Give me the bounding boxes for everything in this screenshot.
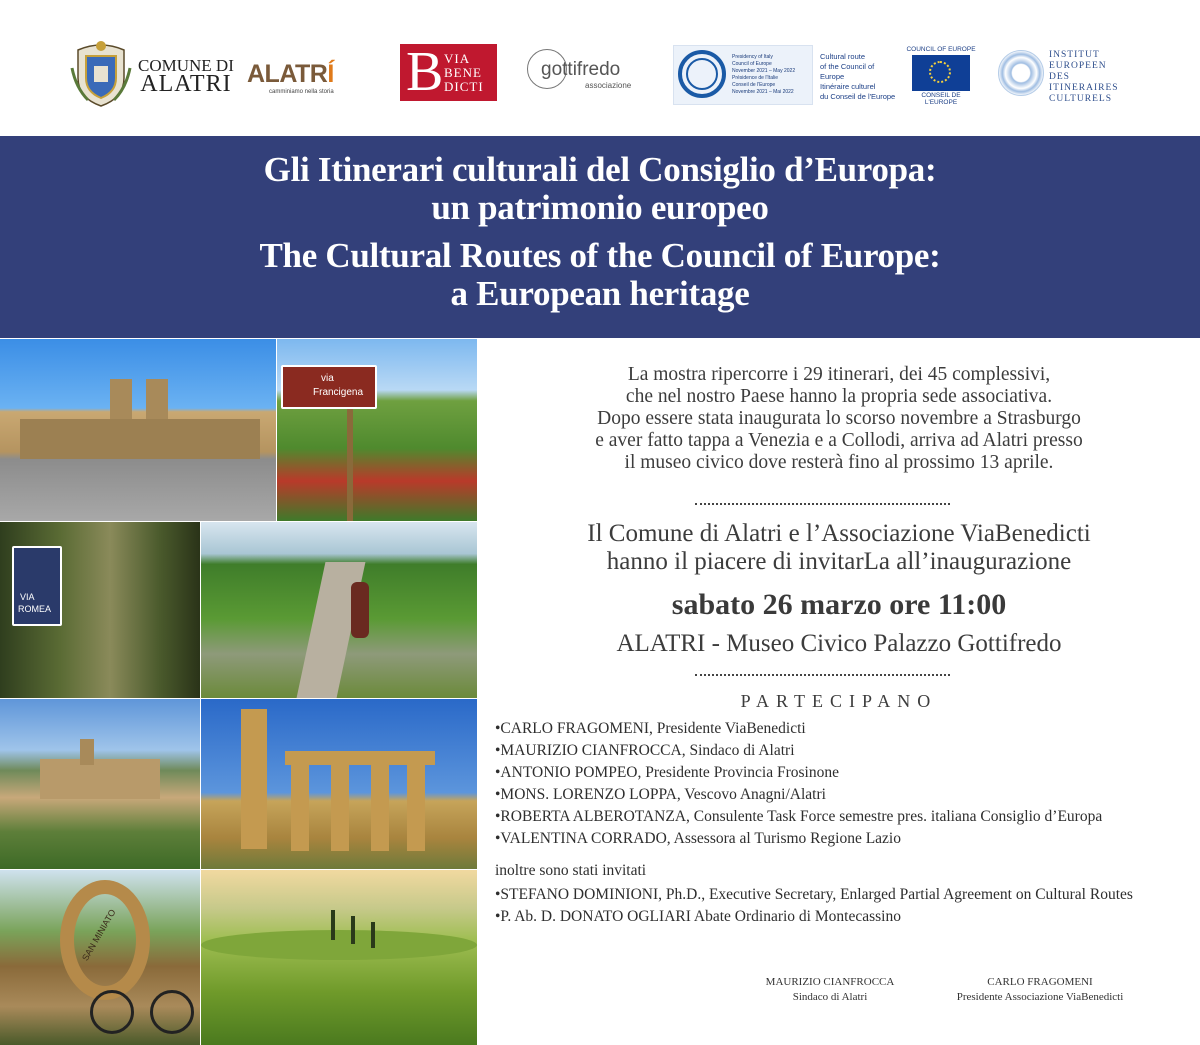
institut-line: EUROPEEN <box>1049 61 1107 71</box>
photo-via-romea-forest <box>0 522 200 698</box>
institut-line: ITINERAIRES <box>1049 83 1119 93</box>
invitation-line1: Il Comune di Alatri e l’Associazione ViaBenedicti <box>587 520 1091 547</box>
temple-column <box>291 759 309 851</box>
sign-text-via: VIA <box>20 592 35 602</box>
photo-greek-temple <box>201 699 477 869</box>
temple-column <box>371 763 389 851</box>
via-benedicti-logo <box>400 41 497 103</box>
intro-line: La mostra ripercorre i 29 itinerari, dei 45 complessivi, <box>627 364 1051 385</box>
presidency-text <box>732 54 810 96</box>
invited-label: inoltre sono stati invitati <box>495 862 647 879</box>
via-francigena-sign <box>281 365 377 409</box>
event-date: sabato 26 marzo ore 11:00 <box>671 588 1007 621</box>
route-line: of the Council of Europe <box>820 62 875 81</box>
walker-figure <box>351 582 369 638</box>
title-english-line1: The Cultural Routes of the Council of Europe: <box>259 236 941 275</box>
participant-item: •MONS. LORENZO LOPPA, Vescovo Anagni/Alatri <box>495 786 826 803</box>
comune-line1: COMUNE DI <box>138 56 234 75</box>
presidency-line: Council of Europe <box>732 61 772 67</box>
sign-post <box>347 399 353 521</box>
signature-mayor <box>740 975 920 1005</box>
signature-role: Sindaco di Alatri <box>792 991 868 1003</box>
participants-heading: PARTECIPANO <box>740 691 938 711</box>
sign-text-romea: ROMEA <box>18 604 52 614</box>
presidency-line: November 2021 – May 2022 <box>732 68 796 74</box>
presidency-of-italy-logo <box>673 45 813 105</box>
participant-item: •VALENTINA CORRADO, Assessora al Turismo Regione Lazio <box>495 830 901 847</box>
cultural-route-label <box>820 52 900 102</box>
route-line: Cultural route <box>820 52 866 61</box>
comune-di-alatri-logo <box>138 56 234 97</box>
participants-list <box>495 718 1102 850</box>
presidency-line: Présidence de l'Italie <box>732 75 778 81</box>
rolling-hill <box>201 930 477 960</box>
photo-civita-bagnoregio <box>0 699 200 869</box>
invited-item: •STEFANO DOMINIONI, Ph.D., Executive Secretary, Enlarged Partial Agreement on Cultural Routes <box>495 886 1133 903</box>
monument-text: SAN MINIATO <box>80 907 118 963</box>
cypress-tree <box>371 922 375 948</box>
gottifredo-name: gottifredo <box>541 59 621 80</box>
institut-line: INSTITUT <box>1049 50 1100 60</box>
photo-santiago-cathedral <box>0 339 276 521</box>
presidency-line: Novembre 2021 – Mai 2022 <box>732 89 794 95</box>
dotted-divider <box>695 503 950 505</box>
via-benedicti-initial: B <box>406 41 444 103</box>
gottifredo-subtitle: associazione <box>585 81 632 90</box>
hill-town <box>40 759 160 799</box>
intro-line: e aver fatto tappa a Venezia e a Collodi, arriva ad Alatri presso <box>595 430 1083 451</box>
temple-column <box>331 761 349 851</box>
participant-item: •ANTONIO POMPEO, Presidente Provincia Frosinone <box>495 764 839 781</box>
route-line: Itinéraire culturel <box>820 82 876 91</box>
temple-architrave <box>285 751 435 765</box>
signature-name: CARLO FRAGOMENI <box>987 976 1093 988</box>
presidency-line: Presidency of Italy <box>732 54 773 60</box>
intro-line: Dopo essere stata inaugurata lo scorso novembre a Strasburgo <box>597 408 1081 429</box>
participant-item: •ROBERTA ALBEROTANZA, Consulente Task Force semestre pres. italiana Consiglio d’Europa <box>495 808 1103 825</box>
bicycle-wheel-icon <box>90 990 134 1034</box>
alatri-brand-word: ALATRÍ <box>247 60 334 88</box>
institut-line: CULTURELS <box>1049 94 1113 104</box>
alatri-brand-accent-letter: Í <box>327 60 334 88</box>
invited-list <box>495 884 1133 928</box>
coe-bottom-label: CONSEIL DE L'EUROPE <box>921 92 961 106</box>
monument-ring <box>60 880 150 1000</box>
participant-item: •CARLO FRAGOMENI, Presidente ViaBenedicti <box>495 720 806 737</box>
title-italian-line2: un patrimonio europeo <box>431 188 769 227</box>
bicycle-wheel-icon <box>150 990 194 1034</box>
title-english-line2: a European heritage <box>450 274 750 313</box>
dotted-divider <box>695 674 950 676</box>
council-of-europe-logo <box>905 46 977 104</box>
gottifredo-logo <box>527 49 637 93</box>
alatri-crest-icon <box>70 38 132 108</box>
invitation-line2: hanno il piacere di invitarLa all’inaugurazione <box>606 548 1072 575</box>
institut-flower-icon <box>998 50 1044 96</box>
alatri-brand-tagline: camminiamo nella storia <box>269 89 334 95</box>
title-italian-line1: Gli Itinerari culturali del Consiglio d’Europa: <box>263 150 937 189</box>
photo-via-francigena-sign <box>277 339 477 521</box>
signature-name: MAURIZIO CIANFROCCA <box>765 976 895 988</box>
via-benedicti-text <box>444 52 484 94</box>
route-line: du Conseil de l'Europe <box>820 92 896 101</box>
invited-item: •P. Ab. D. DONATO OGLIARI Abate Ordinario di Montecassino <box>495 908 901 925</box>
signature-president <box>930 975 1150 1005</box>
coe-top-label: COUNCIL OF EUROPE <box>906 46 976 53</box>
signature-role: Presidente Associazione ViaBenedicti <box>956 991 1124 1003</box>
participant-item: •MAURIZIO CIANFROCCA, Sindaco di Alatri <box>495 742 795 759</box>
presidency-line: Conseil de l'Europe <box>732 82 776 88</box>
coe-flag-icon <box>912 55 970 91</box>
logo-bar <box>0 0 1200 136</box>
presidency-inner-ring-icon <box>686 58 718 90</box>
institut-line: DES <box>1049 72 1070 82</box>
intro-line: che nel nostro Paese hanno la propria sede associativa. <box>625 386 1053 407</box>
bell-tower <box>80 739 94 765</box>
cathedral-facade <box>20 419 260 459</box>
alatri-brand-logo <box>247 60 347 100</box>
sign-text-francigena: Francigena <box>313 387 364 398</box>
via-benedicti-line2: BENE <box>444 65 482 80</box>
sign-text-via: via <box>321 373 334 384</box>
via-benedicti-line3: DICTI <box>444 79 484 94</box>
photo-san-miniato-bike <box>0 870 200 1045</box>
photo-tuscan-hills <box>201 870 477 1045</box>
cypress-tree <box>331 910 335 940</box>
via-romea-sign <box>12 546 62 626</box>
photo-walker-on-path <box>201 522 477 698</box>
temple-column <box>407 765 425 851</box>
event-place: ALATRI - Museo Civico Palazzo Gottifredo <box>616 630 1062 657</box>
coe-stars-icon <box>929 61 951 83</box>
via-benedicti-line1: VIA <box>444 51 471 66</box>
cypress-tree <box>351 916 355 944</box>
comune-line2: ALATRI <box>140 71 232 97</box>
institut-europeen-logo <box>998 46 1128 104</box>
intro-paragraph <box>478 364 1200 474</box>
institut-text <box>1049 50 1119 105</box>
intro-line: il museo civico dove resterà fino al prossimo 13 aprile. <box>624 452 1054 473</box>
temple-column <box>241 709 267 849</box>
